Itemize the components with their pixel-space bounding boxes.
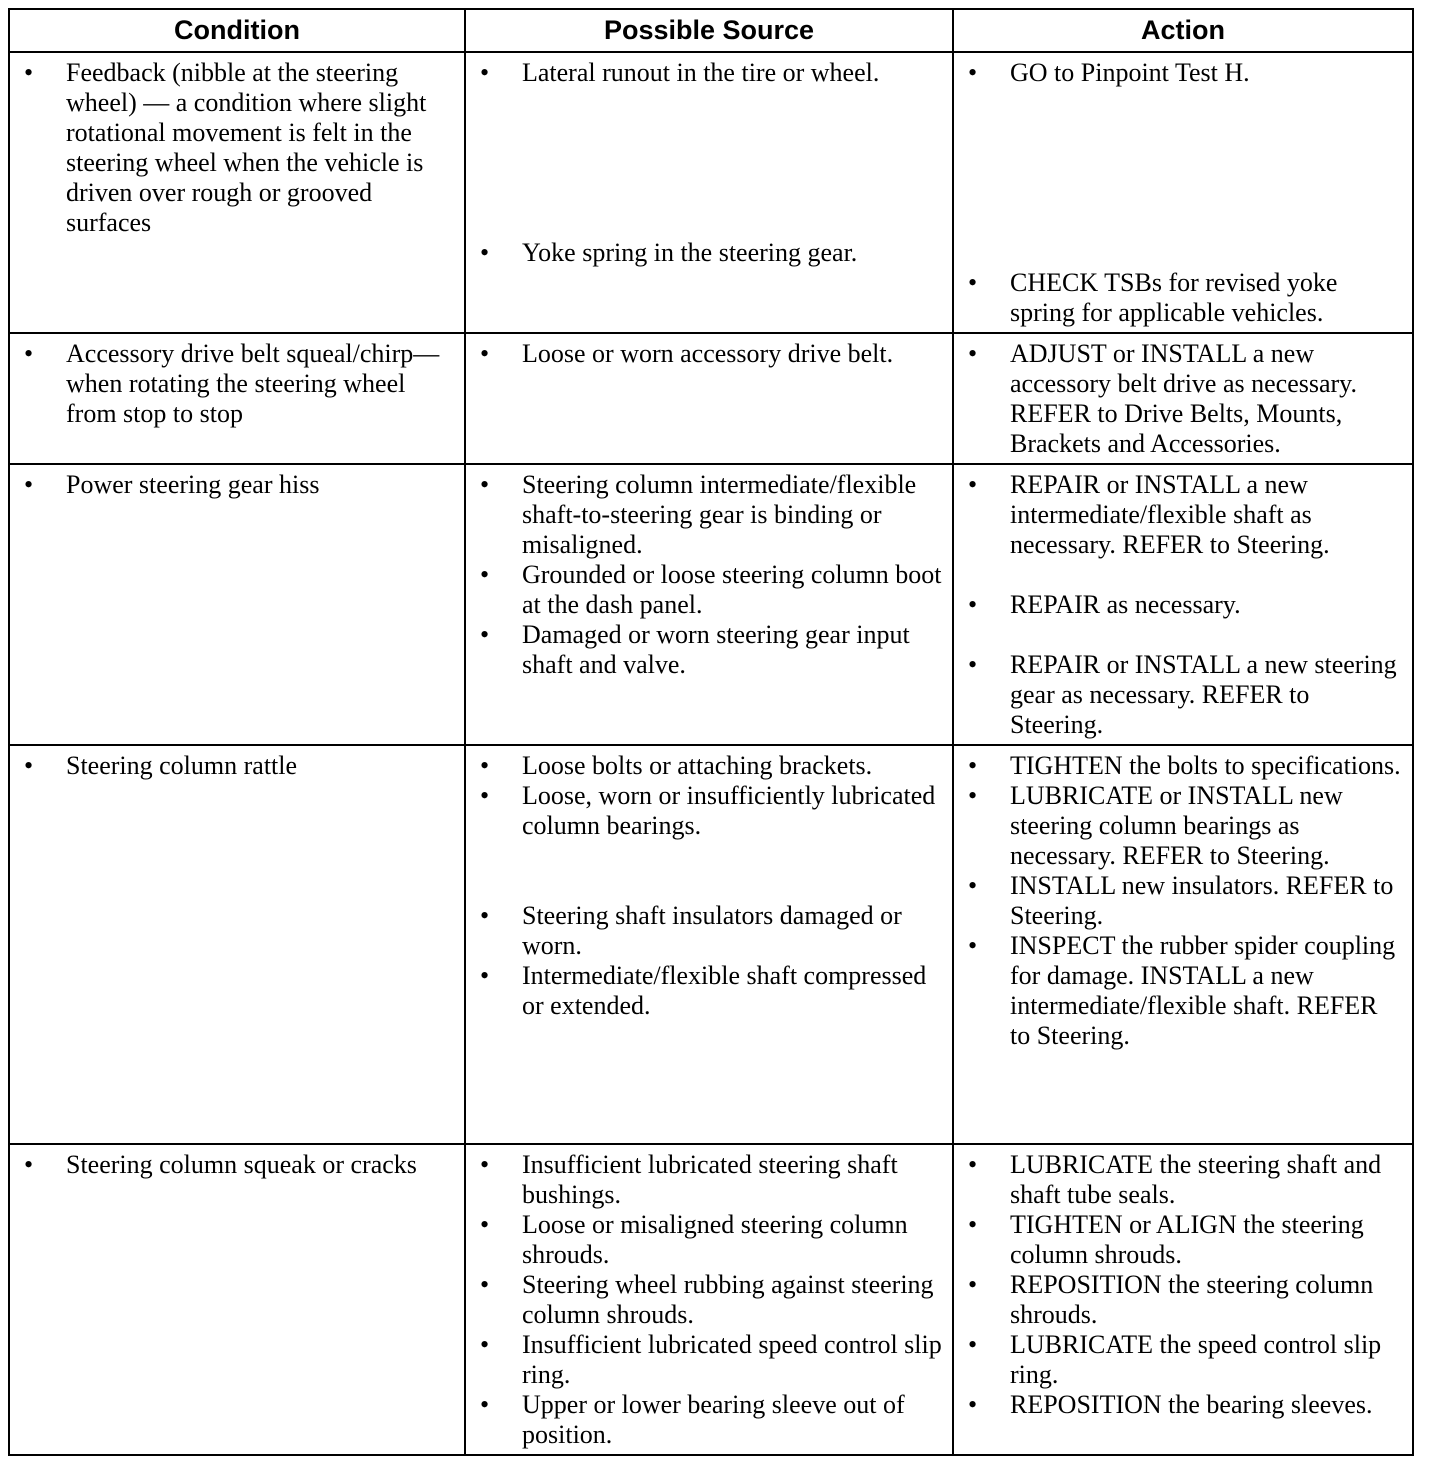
action-cell	[953, 464, 1413, 745]
action-text: LUBRICATE the steering shaft and shaft tube seals.	[1010, 1150, 1382, 1209]
diagnosis-page	[8, 8, 1412, 1456]
bullet-icon: •	[480, 901, 490, 930]
action-text: REPAIR or INSTALL a new intermediate/flexible shaft as necessary. REFER to Steering.	[1010, 470, 1330, 559]
bullet-icon: •	[24, 751, 34, 780]
source-cell	[465, 464, 953, 745]
table-row	[9, 1144, 1413, 1455]
symptom-chart-table	[8, 8, 1414, 1456]
condition-text: Accessory drive belt squeal/chirp—when rotating the steering wheel from stop to stop	[66, 339, 440, 428]
bullet-icon: •	[968, 1390, 978, 1419]
bullet-icon: •	[480, 1330, 490, 1359]
header-row	[9, 9, 1413, 52]
source-text: Loose or worn accessory drive belt.	[522, 339, 894, 368]
column-header-action: Action	[953, 9, 1413, 52]
action-text: REPAIR or INSTALL a new steering gear as necessary. REFER to Steering.	[1010, 650, 1397, 739]
bullet-icon: •	[968, 781, 978, 810]
action-text: INSPECT the rubber spider coupling for damage. INSTALL a new intermediate/flexible shaft. REFER to Steering.	[1010, 931, 1396, 1050]
condition-cell	[9, 464, 465, 745]
action-text: LUBRICATE or INSTALL new steering column bearings as necessary. REFER to Steering.	[1010, 781, 1343, 870]
action-cell	[953, 745, 1413, 1144]
action-text: INSTALL new insulators. REFER to Steering.	[1010, 871, 1394, 930]
column-header-condition: Condition	[9, 9, 465, 52]
bullet-icon: •	[968, 590, 978, 619]
bullet-icon: •	[968, 650, 978, 679]
condition-cell	[9, 333, 465, 464]
bullet-icon: •	[480, 781, 490, 810]
action-text: REPOSITION the steering column shrouds.	[1010, 1270, 1374, 1329]
bullet-icon: •	[968, 931, 978, 960]
source-text: Loose or misaligned steering column shrouds.	[522, 1210, 908, 1269]
condition-text: Steering column squeak or cracks	[66, 1150, 417, 1179]
bullet-icon: •	[480, 1150, 490, 1179]
bullet-icon: •	[480, 620, 490, 649]
condition-text: Feedback (nibble at the steering wheel) — a condition where slight rotational movement is felt in the steering wheel when the vehicle is driven over rough or grooved surfaces	[66, 58, 427, 237]
bullet-icon: •	[24, 58, 34, 87]
condition-text: Steering column rattle	[66, 751, 298, 780]
bullet-icon: •	[968, 268, 978, 297]
column-header-possible-source: Possible Source	[465, 9, 953, 52]
bullet-icon: •	[480, 1270, 490, 1299]
action-text: LUBRICATE the speed control slip ring.	[1010, 1330, 1382, 1389]
source-text: Steering wheel rubbing against steering column shrouds.	[522, 1270, 934, 1329]
source-text: Damaged or worn steering gear input shaft and valve.	[522, 620, 910, 679]
bullet-icon: •	[480, 1390, 490, 1419]
source-text: Insufficient lubricated steering shaft bushings.	[522, 1150, 898, 1209]
source-text: Lateral runout in the tire or wheel.	[522, 58, 880, 87]
source-text: Grounded or loose steering column boot at the dash panel.	[522, 560, 942, 619]
bullet-icon: •	[480, 961, 490, 990]
bullet-icon: •	[480, 339, 490, 368]
source-cell	[465, 52, 953, 333]
action-text: ADJUST or INSTALL a new accessory belt drive as necessary. REFER to Drive Belts, Mounts, Brackets and Accessories.	[1010, 339, 1357, 458]
condition-cell	[9, 52, 465, 333]
source-text: Yoke spring in the steering gear.	[522, 238, 858, 267]
condition-cell	[9, 1144, 465, 1455]
source-text: Intermediate/flexible shaft compressed or extended.	[522, 961, 927, 1020]
source-cell	[465, 1144, 953, 1455]
action-text: TIGHTEN the bolts to specifications.	[1010, 751, 1401, 780]
bullet-icon: •	[968, 470, 978, 499]
bullet-icon: •	[480, 58, 490, 87]
bullet-icon: •	[968, 1210, 978, 1239]
action-cell	[953, 333, 1413, 464]
source-text: Insufficient lubricated speed control slip ring.	[522, 1330, 942, 1389]
source-text: Upper or lower bearing sleeve out of position.	[522, 1390, 905, 1449]
action-text: TIGHTEN or ALIGN the steering column shrouds.	[1010, 1210, 1364, 1269]
source-cell	[465, 745, 953, 1144]
action-cell	[953, 1144, 1413, 1455]
action-cell	[953, 52, 1413, 333]
bullet-icon: •	[480, 751, 490, 780]
condition-text: Power steering gear hiss	[66, 470, 320, 499]
table-row	[9, 333, 1413, 464]
bullet-icon: •	[480, 470, 490, 499]
table-row	[9, 745, 1413, 1144]
source-cell	[465, 333, 953, 464]
bullet-icon: •	[480, 560, 490, 589]
table-row	[9, 464, 1413, 745]
bullet-icon: •	[968, 58, 978, 87]
bullet-icon: •	[968, 339, 978, 368]
bullet-icon: •	[24, 470, 34, 499]
source-text: Steering shaft insulators damaged or worn.	[522, 901, 902, 960]
bullet-icon: •	[24, 1150, 34, 1179]
bullet-icon: •	[480, 1210, 490, 1239]
source-text: Loose bolts or attaching brackets.	[522, 751, 873, 780]
bullet-icon: •	[968, 1270, 978, 1299]
table-row	[9, 52, 1413, 333]
action-text: CHECK TSBs for revised yoke spring for applicable vehicles.	[1010, 268, 1338, 327]
action-text: REPOSITION the bearing sleeves.	[1010, 1390, 1373, 1419]
action-text: GO to Pinpoint Test H.	[1010, 58, 1250, 87]
bullet-icon: •	[968, 1150, 978, 1179]
condition-cell	[9, 745, 465, 1144]
bullet-icon: •	[480, 238, 490, 267]
bullet-icon: •	[968, 871, 978, 900]
source-text: Steering column intermediate/flexible shaft-to-steering gear is binding or misaligned.	[522, 470, 917, 559]
action-text: REPAIR as necessary.	[1010, 590, 1241, 619]
source-text: Loose, worn or insufficiently lubricated column bearings.	[522, 781, 936, 840]
bullet-icon: •	[968, 1330, 978, 1359]
bullet-icon: •	[24, 339, 34, 368]
bullet-icon: •	[968, 751, 978, 780]
